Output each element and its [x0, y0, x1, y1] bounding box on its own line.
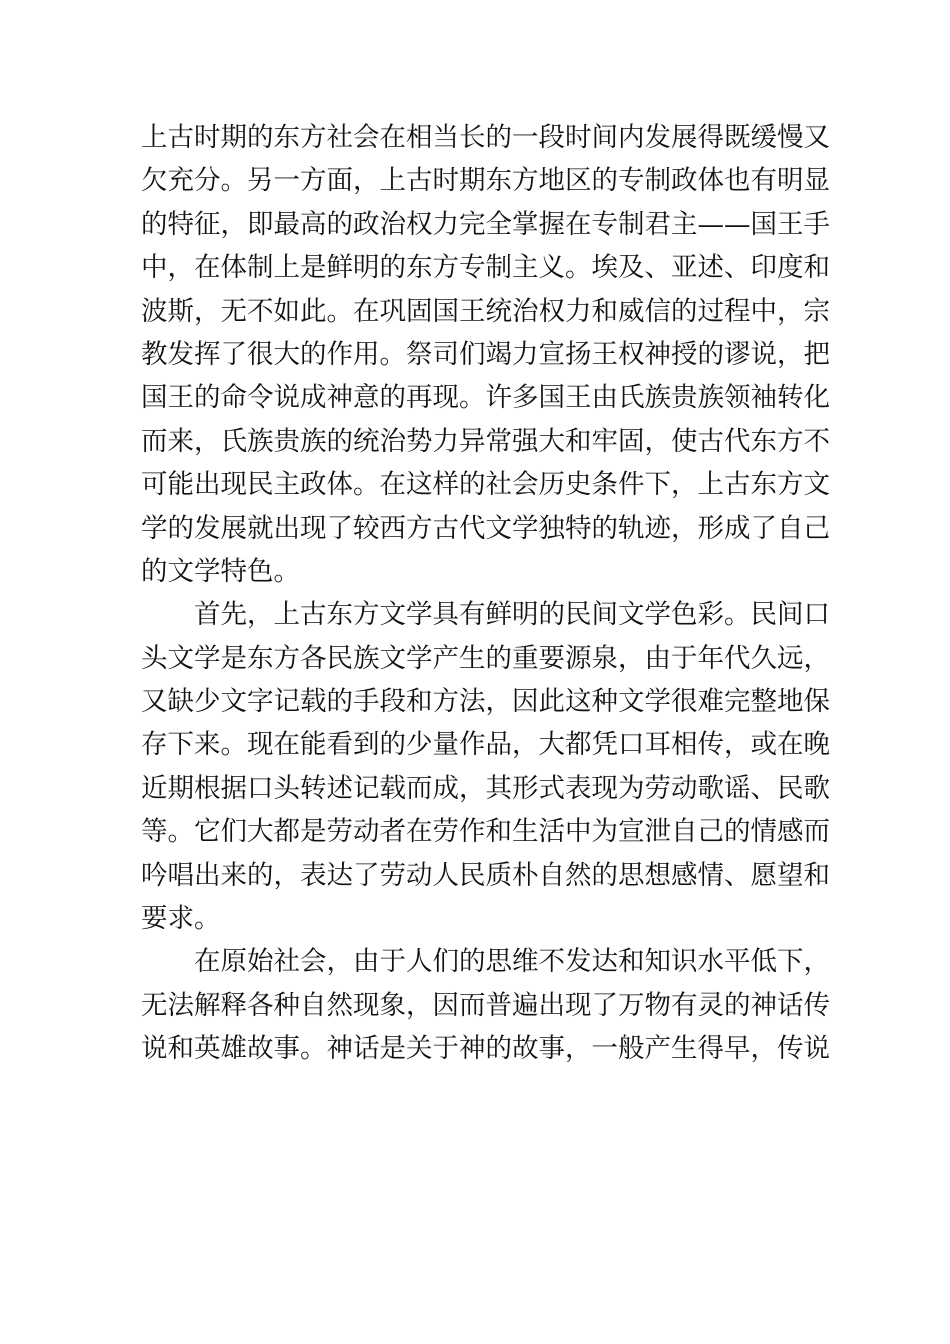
text-line: 头文学是东方各民族文学产生的重要源泉，由于年代久远， [141, 642, 830, 674]
text-line: 的特征，即最高的政治权力完全掌握在专制君主——国王手 [141, 208, 830, 240]
text-line: 可能出现民主政体。在这样的社会历史条件下，上古东方文 [141, 469, 830, 501]
text-line: 说和英雄故事。神话是关于神的故事，一般产生得早，传说 [141, 1033, 830, 1065]
text-line: 近期根据口头转述记载而成，其形式表现为劳动歌谣、民歌 [141, 772, 830, 804]
text-line: 又缺少文字记载的手段和方法，因此这种文学很难完整地保 [141, 686, 830, 718]
text-line: 无法解释各种自然现象，因而普遍出现了万物有灵的神话传 [141, 989, 830, 1021]
text-line: 要求。 [141, 903, 221, 935]
text-line: 而来，氏族贵族的统治势力异常强大和牢固，使古代东方不 [141, 425, 830, 457]
text-line: 教发挥了很大的作用。祭司们竭力宣扬王权神授的谬说，把 [141, 338, 830, 370]
text-line: 波斯，无不如此。在巩固国王统治权力和威信的过程中，宗 [141, 295, 830, 327]
text-line: 上古时期的东方社会在相当长的一段时间内发展得既缓慢又 [141, 122, 830, 153]
text-line: 中，在体制上是鲜明的东方专制主义。埃及、亚述、印度和 [141, 252, 830, 284]
text-line: 等。它们大都是劳动者在劳作和生活中为宣泄自己的情感而 [141, 816, 830, 848]
text-line: 学的发展就出现了较西方古代文学独特的轨迹，形成了自己 [141, 512, 830, 544]
text-line: 存下来。现在能看到的少量作品，大都凭口耳相传，或在晚 [141, 729, 830, 761]
text-line: 吟唱出来的，表达了劳动人民质朴自然的思想感情、愿望和 [141, 859, 830, 891]
text-line-indented: 在原始社会，由于人们的思维不发达和知识水平低下， [194, 946, 830, 978]
text-line: 的文学特色。 [141, 555, 300, 587]
body-text [141, 116, 831, 1071]
text-line: 欠充分。另一方面，上古时期东方地区的专制政体也有明显 [141, 165, 830, 197]
text-line-indented: 首先，上古东方文学具有鲜明的民间文学色彩。民间口 [194, 599, 830, 631]
text-line: 国王的命令说成神意的再现。许多国王由氏族贵族领袖转化 [141, 382, 830, 414]
